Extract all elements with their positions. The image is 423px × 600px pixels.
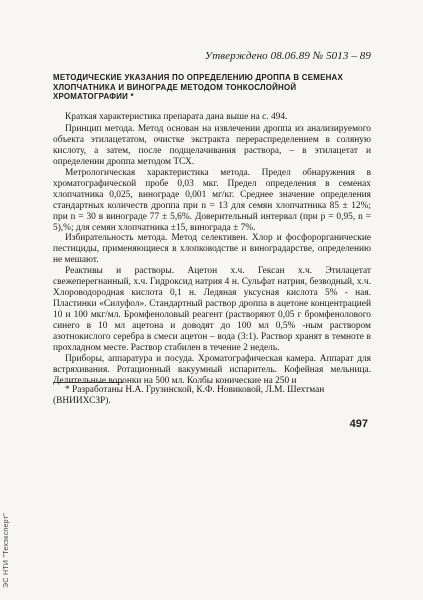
paragraph-reagents: Реактивы и растворы. Ацетон х.ч. Гексан х.ч. Этилацетат свежеперегнанный, х.ч. Гидроксид натрия 4 н. Сульфат натрия, безводный, х.ч. Хлороводородная кислота 0,1 н. Ледяная уксусная кислота 5% - ная. Пластинки «Силуфол». Стандартный раствор дроппа в ацетоне концентрацией 10 и 100 мкг/мл. Бромфеноловый реагент (растворяют 0,05 г бромфенолового синего в 10 мл ацетона и доводят до 100 мл 0,5% -ным раствором азотнокислого серебра в смеси ацетон – вода (3:1). Раствор хранят в темноте в прохладном месте. Раствор стабилен в течение 2 недель. [53, 266, 371, 354]
footnote-divider [53, 382, 123, 383]
paragraph-characteristic: Краткая характеристика препарата дана выше на с. 494. [65, 112, 288, 122]
paragraph-principle: Принцип метода. Метод основан на извлечении дроппа из анализируемого объекта этилацетатом, очистке экстракта перераспределением в соляную кислоту, а затем, после подщелачивания раствора, – в этилацетат и определении дроппа методом ТСХ. [53, 123, 371, 167]
document-title: МЕТОДИЧЕСКИЕ УКАЗАНИЯ ПО ОПРЕДЕЛЕНИЮ ДРОППА В СЕМЕНАХ ХЛОПЧАТНИКА И ВИНОГРАДЕ МЕТОДОМ ТОНКОСЛОЙНОЙ ХРОМАТОГРАФИИ * [53, 73, 343, 102]
document-body [53, 112, 371, 387]
paragraph-metrology: Метрологическая характеристика метода. Предел обнаружения в хроматографической пробе 0,03 мкг. Предел определения в семенах хлопчатника 0,025, винограде 0,001 мг/кг. Среднее значение определения стандартных количеств дроппа при n = 13 для семян хлопчатника 85 ± 12%; при n = 30 в винограде 77 ± 5,6%. Доверительный интервал (при p = 0,95, n = 5),%; для семян хлопчатника ±15, винограда ± 7%. [53, 167, 371, 233]
paragraph-selectivity: Избирательность метода. Метод селективен. Хлор и фосфорорганические пестициды, применяющиеся в хлопководстве и виноградарстве, определению не мешают. [53, 233, 371, 266]
watermark-stamp: ЭС НТИ "Техэксперт" [3, 513, 10, 588]
paragraph-equipment: Приборы, аппаратура и посуда. Хроматографическая камера. Аппарат для встряхивания. Ротационный вакуумный испаритель. Кофейная мельница. Делительные воронки на 500 мл. Колбы конические на 250 и [53, 353, 371, 386]
footnote: * Разработаны Н.А. Грузинской, К.Ф. Новиковой, Л.М. Шехтман (ВНИИХСЗР). [53, 385, 325, 406]
page-number: 497 [349, 418, 368, 430]
approval-header: Утверждено 08.06.89 № 5013 – 89 [204, 50, 371, 62]
